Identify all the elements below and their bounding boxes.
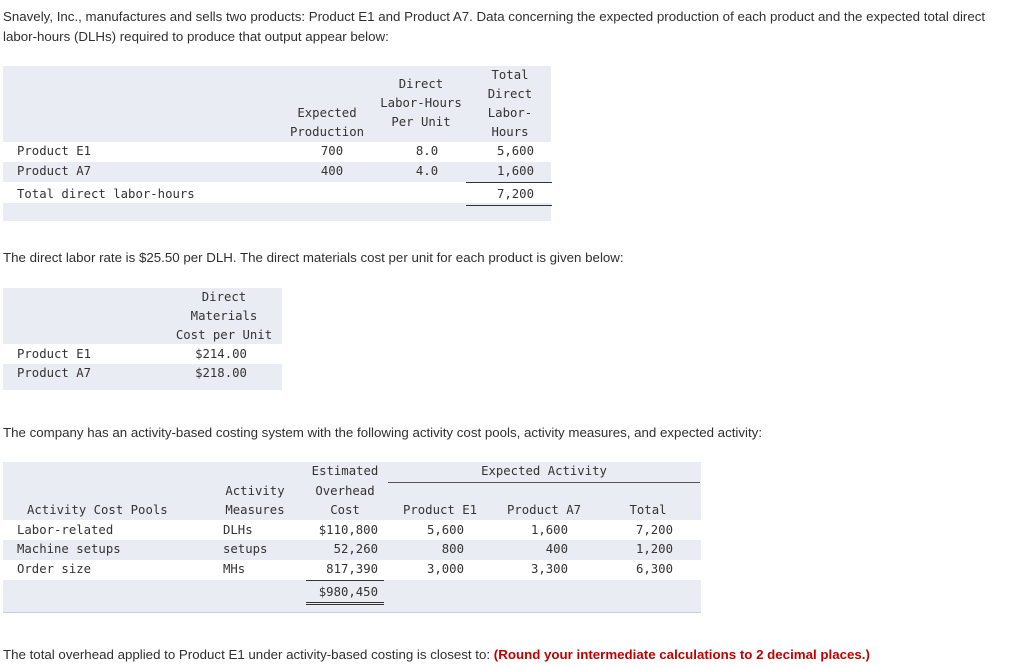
- cost-total-rule-1: [306, 602, 384, 603]
- question-text: The total overhead applied to Product E1 under activity-based costing is closest to:: [3, 647, 491, 662]
- header-total-dlh-4: Hours: [491, 125, 529, 139]
- header-overhead-2: Overhead: [315, 484, 375, 498]
- materials-footer-band: [3, 384, 282, 390]
- header-measures-2: Measures: [225, 503, 285, 517]
- header-dlh-per-unit-1: Direct: [398, 77, 444, 91]
- a7-machine-setups: 400: [545, 542, 568, 556]
- measure-machine-setups: setups: [223, 542, 268, 556]
- header-measures-1: Activity: [225, 484, 285, 498]
- labor-rate-paragraph: The direct labor rate is $25.50 per DLH. The direct materials cost per unit for each product is given below:: [3, 250, 624, 265]
- abc-paragraph: The company has an activity-based costing system with the following activity cost pools, activity measures, and expected activity:: [3, 425, 763, 440]
- total-order-size: 6,300: [635, 562, 673, 576]
- expected-activity-rule: [388, 482, 700, 483]
- header-overhead-3: Cost: [330, 503, 360, 517]
- e1-order-size: 3,000: [426, 562, 464, 576]
- rounding-note: (Round your intermediate calculations to 2 decimal places.): [493, 647, 870, 662]
- header-expected-production-2: Production: [289, 125, 365, 139]
- header-e1: Product E1: [402, 503, 478, 517]
- header-dlh-per-unit-3: Per Unit: [391, 115, 451, 129]
- materials-header-3: Cost per Unit: [175, 328, 273, 342]
- total-overhead-cost: $980,450: [318, 585, 378, 599]
- total-row-label: Total direct labor-hours: [17, 187, 195, 201]
- header-dlh-per-unit-2: Labor-Hours: [380, 96, 462, 110]
- total-labor-related: 7,200: [635, 523, 673, 537]
- question-line: [3, 645, 1018, 665]
- pool-machine-setups: Machine setups: [17, 542, 121, 556]
- total-dlh-value: 7,200: [496, 187, 534, 201]
- measure-labor-related: DLHs: [223, 523, 253, 537]
- pool-order-size: Order size: [17, 562, 92, 576]
- materials-value-e1: $214.00: [195, 347, 247, 361]
- header-pools: Activity Cost Pools: [27, 503, 168, 517]
- a7-expected-production: 400: [320, 164, 344, 178]
- total-rule: [466, 205, 552, 206]
- materials-header-1: Direct: [201, 290, 247, 304]
- total-machine-setups: 1,200: [635, 542, 673, 556]
- intro-paragraph: Snavely, Inc., manufactures and sells two products: Product E1 and Product A7. Data concerning the expected production of each product and the expected total direct labor-hours (DLHs) required to produce that output appear below:: [3, 9, 986, 44]
- cost-machine-setups: 52,260: [333, 542, 378, 556]
- cost-subtotal-rule: [306, 580, 384, 581]
- subtotal-rule: [466, 182, 552, 183]
- row-label-e1: Product E1: [17, 144, 92, 158]
- measure-order-size: MHs: [223, 562, 246, 576]
- materials-label-a7: Product A7: [17, 366, 92, 380]
- a7-order-size: 3,300: [530, 562, 568, 576]
- header-total: Total: [629, 503, 667, 517]
- cost-total-rule-2: [306, 604, 384, 605]
- materials-header-2: Materials: [190, 309, 258, 323]
- header-total-dlh-1: Total: [491, 68, 529, 82]
- materials-label-e1: Product E1: [17, 347, 92, 361]
- header-total-dlh-3: Labor-: [487, 106, 533, 120]
- header-total-dlh-2: Direct: [487, 87, 533, 101]
- materials-value-a7: $218.00: [195, 366, 247, 380]
- row-label-a7: Product A7: [17, 164, 92, 178]
- header-expected-activity: Expected Activity: [481, 464, 607, 478]
- header-a7: Product A7: [506, 503, 582, 517]
- header-expected-production-1: Expected: [297, 106, 357, 120]
- e1-machine-setups: 800: [441, 542, 464, 556]
- pool-labor-related: Labor-related: [17, 523, 114, 537]
- a7-labor-related: 1,600: [530, 523, 568, 537]
- e1-labor-related: 5,600: [426, 523, 464, 537]
- a7-dlh-per-unit: 4.0: [415, 164, 439, 178]
- a7-total-dlh: 1,600: [496, 164, 534, 178]
- cost-order-size: 817,390: [326, 562, 378, 576]
- activity-footer-rule: [3, 612, 701, 613]
- header-overhead-1: Estimated: [311, 464, 379, 478]
- e1-dlh-per-unit: 8.0: [415, 144, 439, 158]
- cost-labor-related: $110,800: [318, 523, 378, 537]
- e1-expected-production: 700: [320, 144, 344, 158]
- e1-total-dlh: 5,600: [496, 144, 534, 158]
